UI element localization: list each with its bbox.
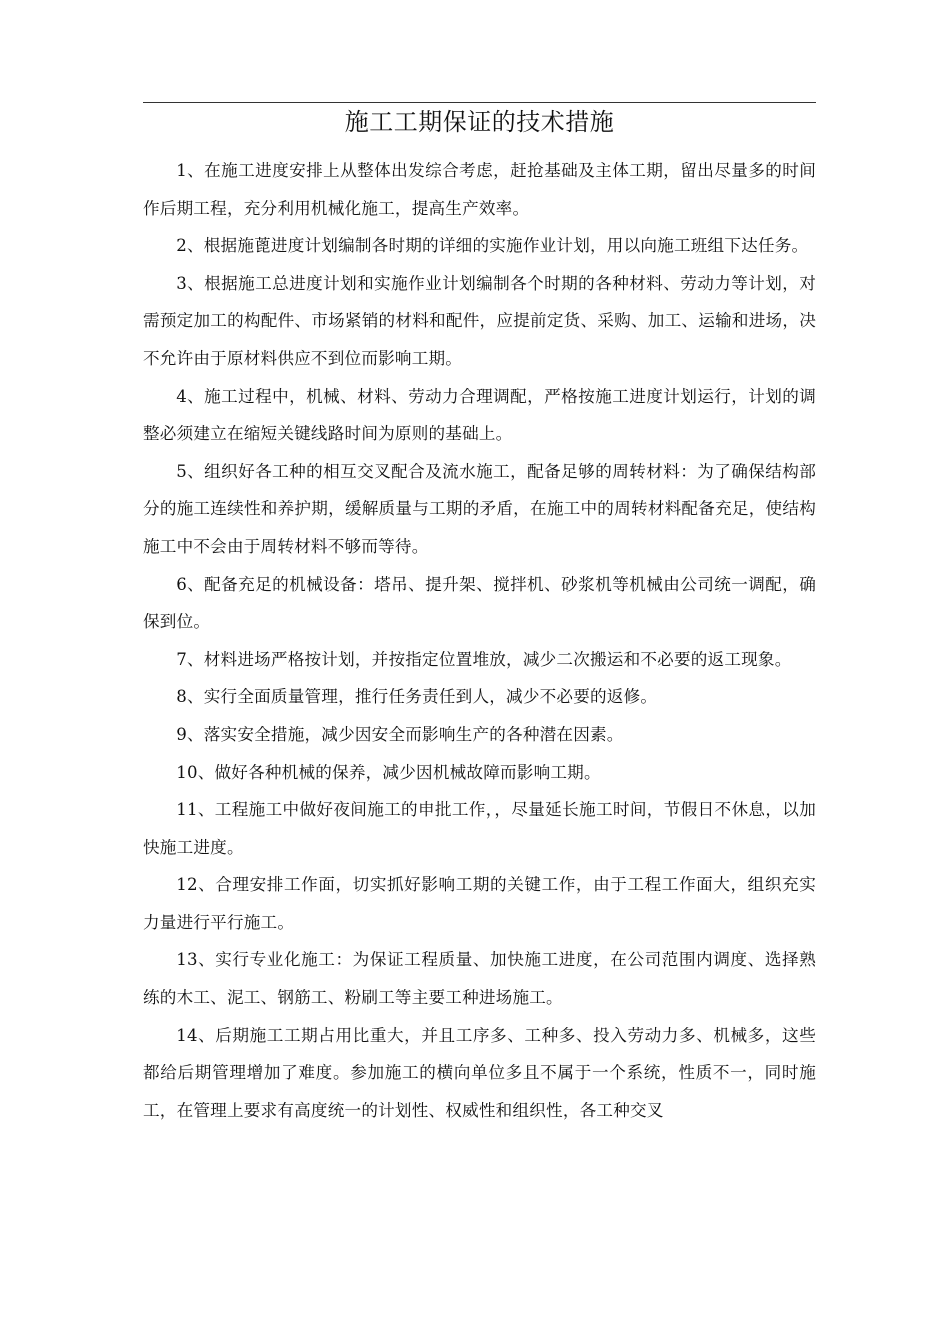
paragraph-4: 4、施工过程中，机械、材料、劳动力合理调配，严格按施工进度计划运行，计划的调整必须建立在缩短关键线路时间为原则的基础上。 [143,386,816,444]
paragraph-10: 10、做好各种机械的保养，减少因机械故障而影响工期。 [176,762,601,782]
paragraph-13: 13、实行专业化施工：为保证工程质量、加快施工进度，在公司范围内调度、选择熟练的木工、泥工、钢筋工、粉刷工等主要工种进场施工。 [143,950,816,1008]
body-text [143,152,816,1129]
paragraph-8: 8、实行全面质量管理，推行任务责任到人，减少不必要的返修。 [176,687,658,707]
paragraph-9: 9、落实安全措施，减少因安全而影响生产的各种潜在因素。 [176,724,624,744]
paragraph-6: 6、配备充足的机械设备：塔吊、提升架、搅拌机、砂浆机等机械由公司统一调配，确保到位。 [143,574,816,632]
header-rule [143,102,816,103]
paragraph-1: 1、在施工进度安排上从整体出发综合考虑，赶抢基础及主体工期，留出尽量多的时间作后期工程，充分利用机械化施工，提高生产效率。 [143,161,816,218]
paragraph-2: 2、根据施蓖进度计划编制各时期的详细的实施作业计划，用以向施工班组下达任务。 [176,236,809,256]
paragraph-7: 7、材料进场严格按计划，并按指定位置堆放，减少二次搬运和不必要的返工现象。 [176,649,792,669]
page-title: 施工工期保证的技术措施 [344,108,615,136]
paragraph-12: 12、合理安排工作面，切实抓好影响工期的关键工作，由于工程工作面大，组织充实力量进行平行施工。 [143,875,816,932]
paragraph-14: 14、后期施工工期占用比重大，并且工序多、工种多、投入劳动力多、机械多，这些都给后期管理增加了难度。参加施工的横向单位多且不属于一个系统，性质不一，同时施工，在管理上要求有高度统一的计划性、权威性和组织性，各工种交叉 [143,1025,816,1120]
paragraph-3: 3、根据施工总进度计划和实施作业计划编制各个时期的各种材料、劳动力等计划，对需预定加工的构配件、市场紧销的材料和配件，应提前定货、采购、加工、运输和进场，决不允许由于原材料供应不到位而影响工期。 [143,273,816,368]
paragraph-5: 5、组织好各工种的相互交叉配合及流水施工，配备足够的周转材料：为了确保结构部分的施工连续性和养护期，缓解质量与工期的矛盾，在施工中的周转材料配备充足，使结构施工中不会由于周转材料不够而等待。 [143,461,816,556]
paragraph-11: 11、工程施工中做好夜间施工的申批工作，，尽量延长施工时间，节假日不休息，以加快施工进度。 [143,800,816,857]
